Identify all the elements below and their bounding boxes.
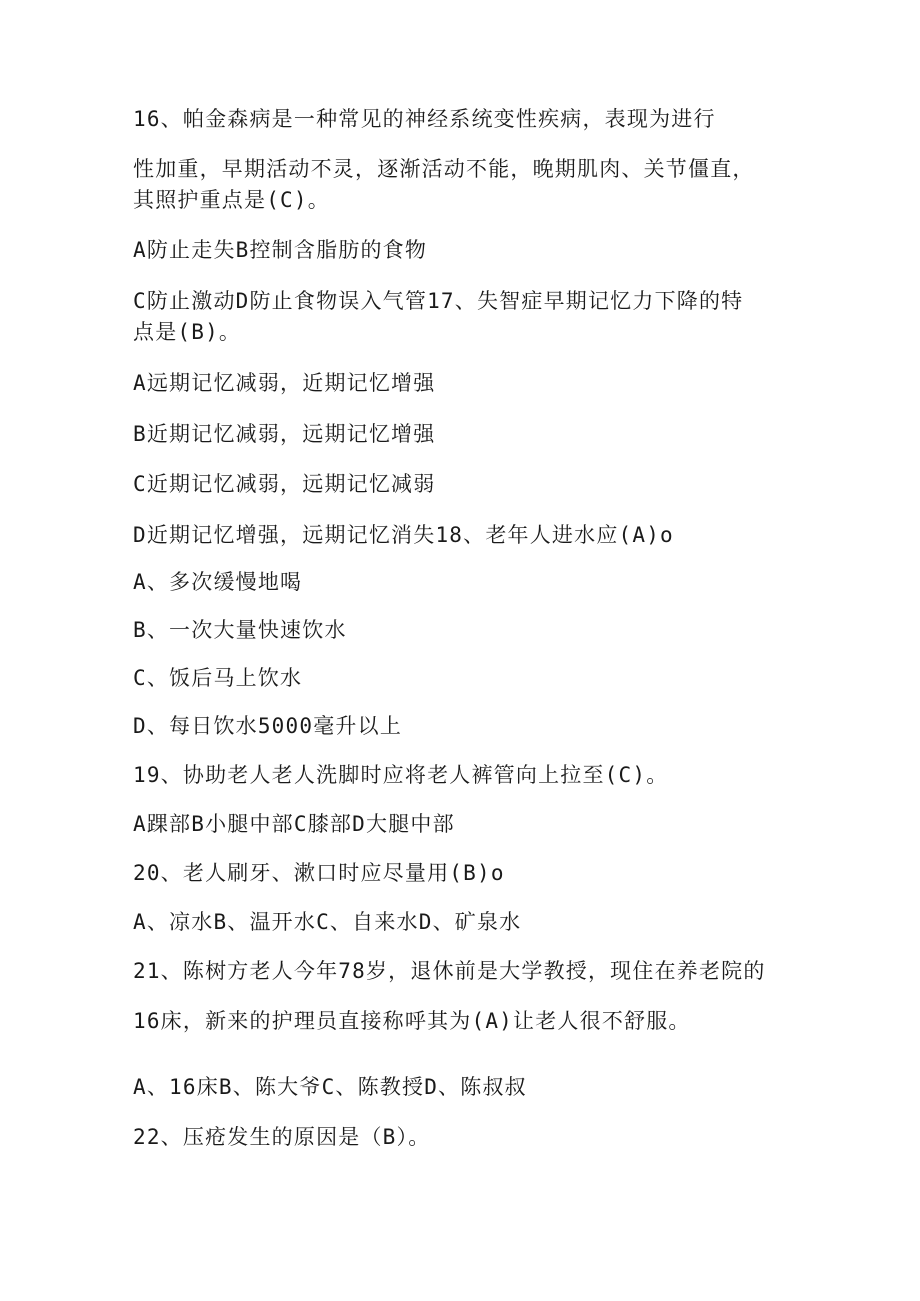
question-20-options: A、凉水B、温开水C、自来水D、矿泉水	[133, 910, 522, 934]
question-18-option-c: C、饭后马上饮水	[133, 666, 303, 690]
question-16-text-line-2: 性加重，早期活动不灵，逐渐活动不能，晚期肌肉、关节僵直，	[133, 157, 755, 181]
question-18-option-a: A、多次缓慢地喝	[133, 570, 303, 594]
question-16-options-ab: A防止走失B控制含脂肪的食物	[133, 238, 428, 262]
question-21-text-line-2: 16床，新来的护理员直接称呼其为(A)让老人很不舒服。	[133, 1009, 691, 1033]
question-17-text-line-2: 点是(B)。	[133, 320, 242, 344]
question-16-text-line-3: 其照护重点是(C)。	[133, 188, 330, 212]
question-18-option-b: B、一次大量快速饮水	[133, 618, 347, 642]
question-17-option-c: C近期记忆减弱，远期记忆减弱	[133, 472, 436, 496]
question-17-option-b: B近期记忆减弱，远期记忆增强	[133, 422, 436, 446]
question-21-options: A、16床B、陈大爷C、陈教授D、陈叔叔	[133, 1075, 527, 1099]
question-20-text: 20、老人刷牙、漱口时应尽量用(B)o	[133, 861, 505, 885]
question-21-text-line-1: 21、陈树方老人今年78岁，退休前是大学教授，现住在养老院的	[133, 959, 766, 983]
question-17-option-d-question-18: D近期记忆增强，远期记忆消失18、老年人进水应(A)o	[133, 523, 674, 547]
question-17-option-a: A远期记忆减弱，近期记忆增强	[133, 371, 436, 395]
question-19-options: A踝部B小腿中部C膝部D大腿中部	[133, 812, 455, 836]
question-16-options-cd-question-17: C防止激动D防止食物误入气管17、失智症早期记忆力下降的特	[133, 289, 744, 313]
question-19-text: 19、协助老人老人洗脚时应将老人裤管向上拉至(C)。	[133, 763, 669, 787]
question-16-text-line-1: 16、帕金森病是一种常见的神经系统变性疾病，表现为进行	[133, 107, 716, 131]
question-18-option-d: D、每日饮水5000毫升以上	[133, 714, 403, 738]
question-22-text: 22、压疮发生的原因是（B）。	[133, 1125, 431, 1149]
